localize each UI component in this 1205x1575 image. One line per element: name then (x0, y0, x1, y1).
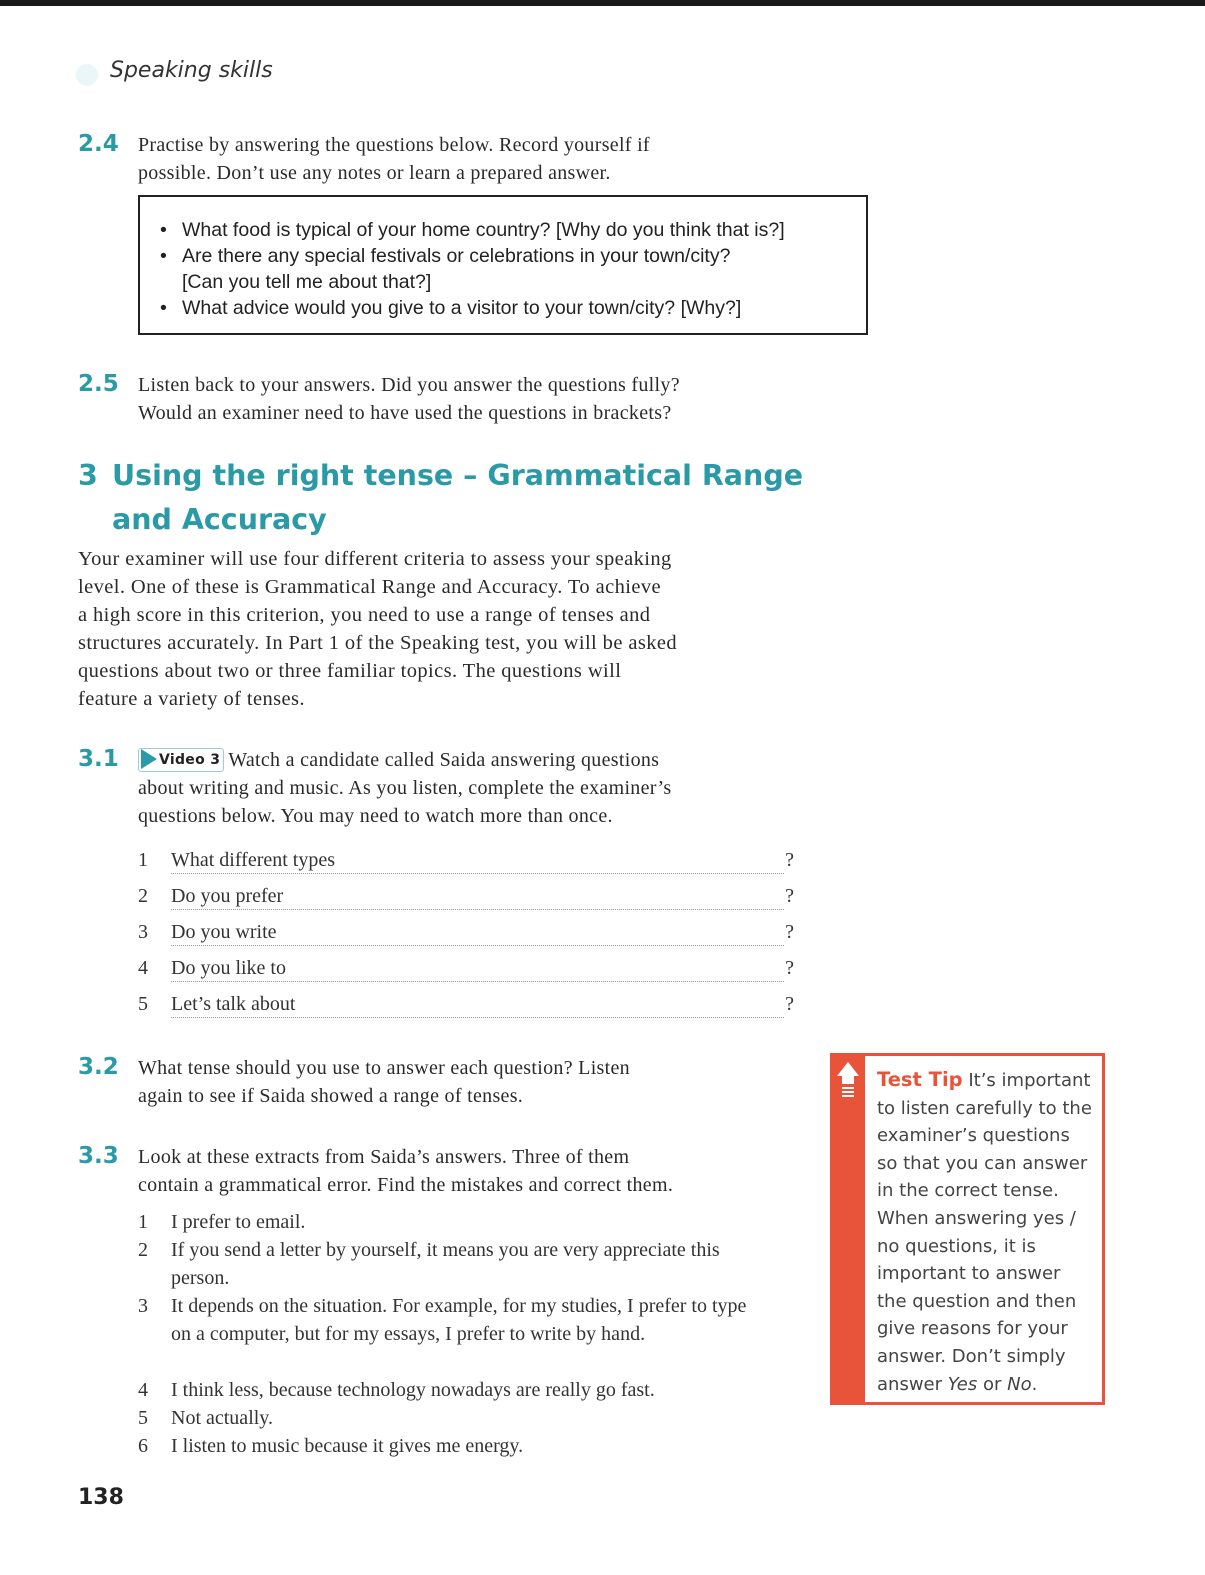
answer-blank[interactable] (171, 1017, 784, 1018)
question-stem: What different types (171, 849, 339, 872)
question-item (160, 243, 866, 269)
exercise-number-3-2: 3.2 (78, 1054, 119, 1080)
test-tip-bar (833, 1056, 865, 1402)
answer-item (138, 1432, 778, 1460)
video-label: Video 3 (159, 752, 221, 768)
arrow-up-icon (837, 1062, 859, 1076)
answer-text: Not actually. (171, 1407, 274, 1429)
question-mark: ? (785, 849, 794, 871)
section-number: 3 (78, 459, 98, 492)
bullet-icon: • (160, 219, 167, 241)
question-stem: Do you write (171, 921, 281, 944)
item-number: 2 (138, 1239, 148, 1261)
question-mark: ? (785, 993, 794, 1015)
top-border (0, 0, 1205, 6)
instruction-line: Practise by answering the questions below. Record yourself if (138, 134, 650, 156)
instruction-line: contain a grammatical error. Find the mistakes and correct them. (138, 1174, 674, 1196)
section-title-line: Using the right tense – Grammatical Range (112, 459, 804, 492)
instruction-line: questions below. You may need to watch more than once. (138, 805, 613, 827)
instruction-line: What tense should you use to answer each question? Listen (138, 1057, 630, 1079)
intro-line: Your examiner will use four different criteria to assess your speaking (78, 548, 672, 570)
answer-item (138, 1208, 778, 1236)
section-title-line: and Accuracy (112, 503, 327, 536)
answer-item (138, 1404, 778, 1432)
test-tip-or: or (982, 1373, 1002, 1395)
answer-text: I think less, because technology nowadays are really go fast. (171, 1379, 655, 1401)
question-text: [Can you tell me about that?] (182, 271, 432, 293)
test-tip-box (830, 1053, 1105, 1405)
item-number: 1 (138, 849, 148, 871)
instruction-line: possible. Don’t use any notes or learn a prepared answer. (138, 162, 611, 184)
fill-in-row (138, 885, 798, 915)
running-head: Speaking skills (110, 58, 273, 83)
lines-icon (842, 1087, 854, 1099)
answer-item (138, 1292, 758, 1348)
question-item-continued (182, 269, 866, 295)
test-tip-end: . (1031, 1373, 1038, 1395)
exercise-3-3-instructions (138, 1143, 673, 1199)
section-intro (78, 545, 798, 713)
question-box (138, 195, 868, 335)
exercise-number-2-5: 2.5 (78, 371, 119, 397)
intro-line: a high score in this criterion, you need to use a range of tenses and (78, 604, 651, 626)
item-number: 4 (138, 957, 148, 979)
exercise-3-1-instructions (138, 746, 671, 830)
test-tip-yes: Yes (947, 1373, 978, 1395)
intro-line: structures accurately. In Part 1 of the Speaking test, you will be asked (78, 632, 678, 654)
answer-item (138, 1236, 738, 1292)
instruction-line: Would an examiner need to have used the questions in brackets? (138, 402, 672, 424)
test-tip-label: Test Tip (877, 1068, 963, 1091)
question-item (160, 295, 866, 321)
item-number: 1 (138, 1211, 148, 1233)
instruction-line: about writing and music. As you listen, complete the examiner’s (138, 777, 672, 799)
item-number: 5 (138, 993, 148, 1015)
instruction-line: Listen back to your answers. Did you answer the questions fully? (138, 374, 680, 396)
page-number: 138 (78, 1485, 124, 1510)
exercise-2-4-instructions (138, 131, 650, 187)
fill-in-row (138, 921, 798, 951)
item-number: 4 (138, 1379, 148, 1401)
arrow-stem (842, 1076, 854, 1084)
question-stem: Let’s talk about (171, 993, 299, 1016)
fill-in-row (138, 849, 798, 879)
answer-text: If you send a letter by yourself, it means you are very appreciate this person. (171, 1239, 720, 1289)
instruction-line: again to see if Saida showed a range of tenses. (138, 1085, 524, 1107)
answer-blank[interactable] (171, 909, 784, 910)
answer-blank[interactable] (171, 945, 784, 946)
answer-blank[interactable] (171, 981, 784, 982)
question-text: What advice would you give to a visitor to your town/city? [Why?] (182, 297, 742, 319)
question-item (160, 217, 866, 243)
play-icon (141, 749, 157, 769)
instruction-line: Watch a candidate called Saida answering questions (228, 749, 660, 771)
bullet-icon: • (160, 297, 167, 319)
item-number: 6 (138, 1435, 148, 1457)
question-text: What food is typical of your home country? [Why do you think that is?] (182, 219, 785, 241)
question-stem: Do you prefer (171, 885, 287, 908)
answer-text: I prefer to email. (171, 1211, 306, 1233)
answer-item (138, 1376, 798, 1404)
intro-line: questions about two or three familiar topics. The questions will (78, 660, 622, 682)
fill-in-row (138, 957, 798, 987)
section-marker-icon (76, 64, 98, 86)
test-tip-body: It’s important to listen carefully to the examiner’s questions so that you can answer in the correct tense. When answering yes / no questions, it is important to answer the question and then give reasons for your answer. Don’t simply answer (877, 1070, 1092, 1395)
item-number: 3 (138, 1295, 148, 1317)
answer-blank[interactable] (171, 873, 784, 874)
instruction-line: Look at these extracts from Saida’s answers. Three of them (138, 1146, 630, 1168)
bullet-icon: • (160, 245, 167, 267)
answer-text: It depends on the situation. For example, for my studies, I prefer to type on a computer, but for my essays, I prefer to write by hand. (171, 1295, 747, 1345)
item-number: 2 (138, 885, 148, 907)
answer-text: I listen to music because it gives me energy. (171, 1435, 524, 1457)
question-stem: Do you like to (171, 957, 290, 980)
intro-line: feature a variety of tenses. (78, 688, 305, 710)
exercise-2-5-instructions (138, 371, 680, 427)
exercise-number-2-4: 2.4 (78, 131, 119, 157)
test-tip-no: No (1007, 1373, 1032, 1395)
intro-line: level. One of these is Grammatical Range and Accuracy. To achieve (78, 576, 661, 598)
exercise-number-3-3: 3.3 (78, 1143, 119, 1169)
section-heading (78, 454, 803, 542)
item-number: 3 (138, 921, 148, 943)
exercise-3-2-instructions (138, 1054, 630, 1110)
question-text: Are there any special festivals or celebrations in your town/city? (182, 245, 731, 267)
item-number: 5 (138, 1407, 148, 1429)
question-mark: ? (785, 957, 794, 979)
question-mark: ? (785, 921, 794, 943)
fill-in-row (138, 993, 798, 1023)
question-mark: ? (785, 885, 794, 907)
exercise-number-3-1: 3.1 (78, 746, 119, 772)
test-tip-text (877, 1066, 1095, 1398)
video-play-button[interactable] (138, 748, 224, 772)
